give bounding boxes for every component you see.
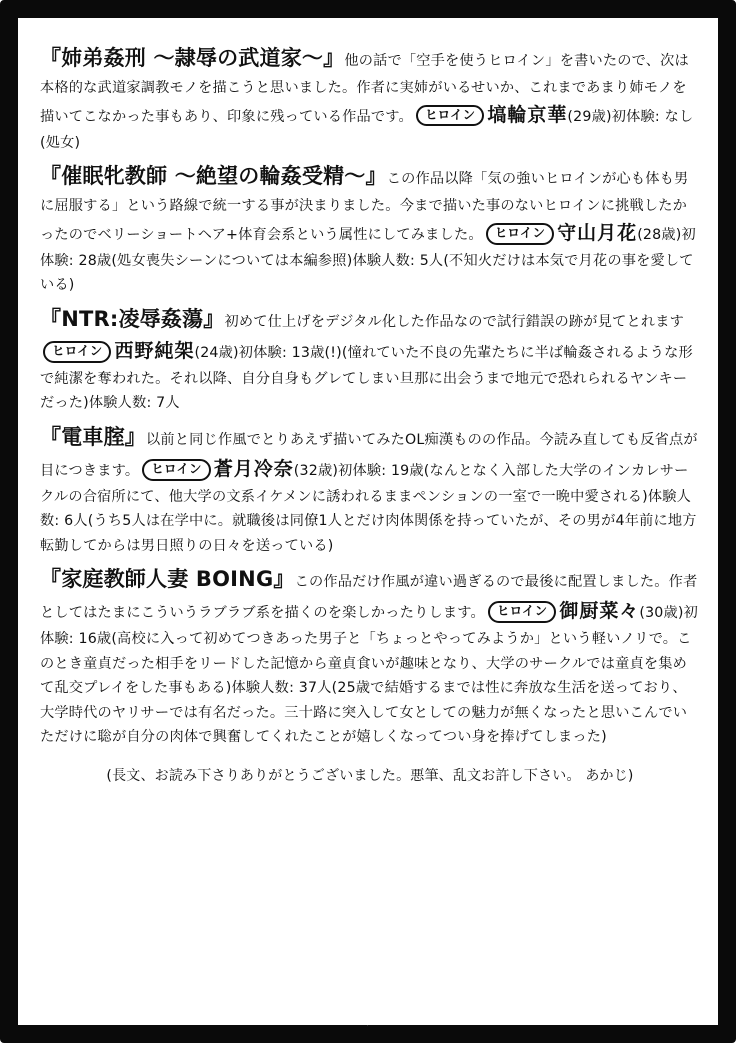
heroine-name-1: 塙輪京華	[487, 103, 568, 126]
heroine-tag-5: ヒロイン	[488, 601, 556, 623]
work-body-3: 初めて仕上げをデジタル化した作品なので試行錯誤の跡が見てとれます	[224, 313, 685, 330]
work-title-1: 『姉弟姦刑 ～隷辱の武道家～』	[40, 46, 345, 70]
experience-label-2: 初体験	[40, 226, 696, 269]
heroine-tag-3: ヒロイン	[43, 341, 111, 363]
heroine-tag-4: ヒロイン	[142, 459, 210, 481]
experience-value-5: 16歳(高校に入って初めてつきあった男子と「ちょっとやってみようか」という軽いノリで。このとき童貞だった相手をリードした記憶から童貞食いが趣味となり、大学のサークルでは童貞を集めて乱交プレイをした事もある)	[40, 631, 692, 697]
work-entry-3	[40, 303, 700, 415]
heroine-age-2: (28歳)	[637, 226, 682, 243]
heroine-age-1: (29歳)	[567, 108, 612, 125]
heroine-age-4: (32歳)	[293, 462, 339, 479]
afterword-body	[40, 42, 700, 1002]
partners-value-3: 7人	[156, 395, 180, 412]
experience-sep-5: :	[68, 631, 79, 648]
partners-label-2: 体験人数	[352, 252, 410, 269]
partners-value-2: 5人(不知火だけは本気で月花の事を愛している)	[40, 252, 694, 294]
work-body-4: 以前と同じ作風でとりあえず描いてみたOL痴漢ものの作品。今読み直しても反省点が目につきます。	[40, 431, 698, 479]
work-title-2: 『催眠牝教師 ～絶望の輪姦受精～』	[40, 164, 387, 189]
experience-value-4: 19歳(なんとなく入部した大学のインカレサークルの合宿所にて、他大学の文系イケメンに誘われるままペンションの一室で一晩中愛される)	[40, 462, 689, 505]
heroine-name-3: 西野純架	[114, 339, 195, 362]
sparkle-decoration: ✦	[700, 298, 716, 319]
partners-sep-2: :	[410, 252, 420, 269]
work-entry-1	[40, 42, 700, 154]
work-entry-5-text	[40, 563, 700, 748]
work-entry-4	[40, 421, 700, 558]
work-entry-1-text	[40, 42, 700, 154]
heroine-age-3: (24歳)	[194, 344, 239, 361]
sparkle-decoration: ✦	[30, 118, 46, 139]
experience-sep-2: :	[68, 252, 79, 269]
partners-label-3: 体験人数	[88, 395, 147, 412]
work-title-4: 『電車腟』	[40, 424, 146, 449]
partners-sep-4: :	[54, 513, 65, 530]
work-body-2: この作品以降「気の強いヒロインが心も体も男に屈服する」という路線で統一する事が決まりました。今まで描いた事のないヒロインに挑戦したかったのでベリーショートヘア+体育会系という属性にしてみました。	[40, 171, 689, 243]
partners-label-5: 体験人数	[231, 680, 290, 697]
experience-value-2: 28歳(処女喪失シーンについては本編参照)	[78, 252, 353, 269]
work-title-5: 『家庭教師人妻 BOING』	[40, 567, 295, 592]
experience-sep-3: :	[281, 344, 292, 361]
experience-value-1: なし(処女)	[40, 108, 694, 151]
experience-label-3: 初体験	[238, 344, 282, 361]
partners-value-5: 37人(25歳で結婚するまでは性に奔放な生活を送っており、大学時代のヤリサーでは有名だった。三十路に突入して女としての魅力が無くなったと思いこんでいただけに聡が自分の肉体で興奮してくれたことが嬉しくなってつい身を捧げてしまった)	[40, 680, 688, 746]
partners-value-4: 6人(うち5人は在学中に。就職後は同僚1人とだけ肉体関係を持っていたが、その男が4年前に地方転勤してからは男日照りの日々を送っている)	[40, 513, 697, 554]
experience-sep-1: :	[654, 108, 665, 125]
partners-sep-5: :	[289, 680, 299, 697]
experience-label-4: 初体験	[338, 462, 382, 479]
partners-label-4: 体験人数	[40, 488, 691, 530]
work-entry-2	[40, 160, 700, 297]
work-entry-5	[40, 563, 700, 748]
heroine-tag-2: ヒロイン	[486, 223, 554, 245]
heroine-age-5: (30歳)	[639, 605, 684, 622]
work-entry-2-text	[40, 160, 700, 297]
sparkle-decoration: ✦	[24, 418, 40, 439]
heroine-tag-1: ヒロイン	[416, 105, 484, 127]
work-title-3: 『NTR:凌辱姦蕩』	[40, 306, 225, 331]
heroine-name-2: 守山月花	[557, 221, 638, 244]
heroine-name-5: 御厨菜々	[559, 600, 640, 623]
experience-label-5: 初体験	[40, 605, 699, 648]
work-entry-4-text	[40, 421, 700, 558]
afterword-footer: (長文、お読み下さりありがとうございました。悪筆、乱文お許し下さい。 あかじ)	[106, 767, 634, 784]
heroine-name-4: 蒼月冷奈	[213, 457, 294, 480]
work-entry-3-text	[40, 303, 700, 415]
experience-label-1: 初体験	[611, 108, 655, 125]
experience-value-3: 13歳(!)(憧れていた不良の先輩たちに半ば輪姦されるような形で純潔を奪われた。それ以降、自分自身もグレてしまい旦那に出会うまで地元で恐れられるヤンキーだった)	[40, 344, 693, 412]
sparkle-decoration: ✦	[28, 878, 44, 899]
sparkle-decoration: ✦	[360, 1010, 376, 1031]
sparkle-decoration: ✦	[704, 698, 720, 719]
work-body-5: この作品だけ作風が違い過ぎるので最後に配置しました。作者としてはたまにこういうラブラブ系を描くのを楽しかったりします。	[40, 574, 698, 622]
partners-sep-3: :	[146, 395, 157, 412]
experience-sep-4: :	[381, 462, 391, 479]
work-body-1: 他の話で「空手を使うヒロイン」を書いたので、次は本格的な武道家調教モノを描こうと思いました。作者に実姉がいるせいか、これまであまり姉モノを描いてこなかった事もあり、印象に残っている作品です。	[40, 53, 689, 125]
